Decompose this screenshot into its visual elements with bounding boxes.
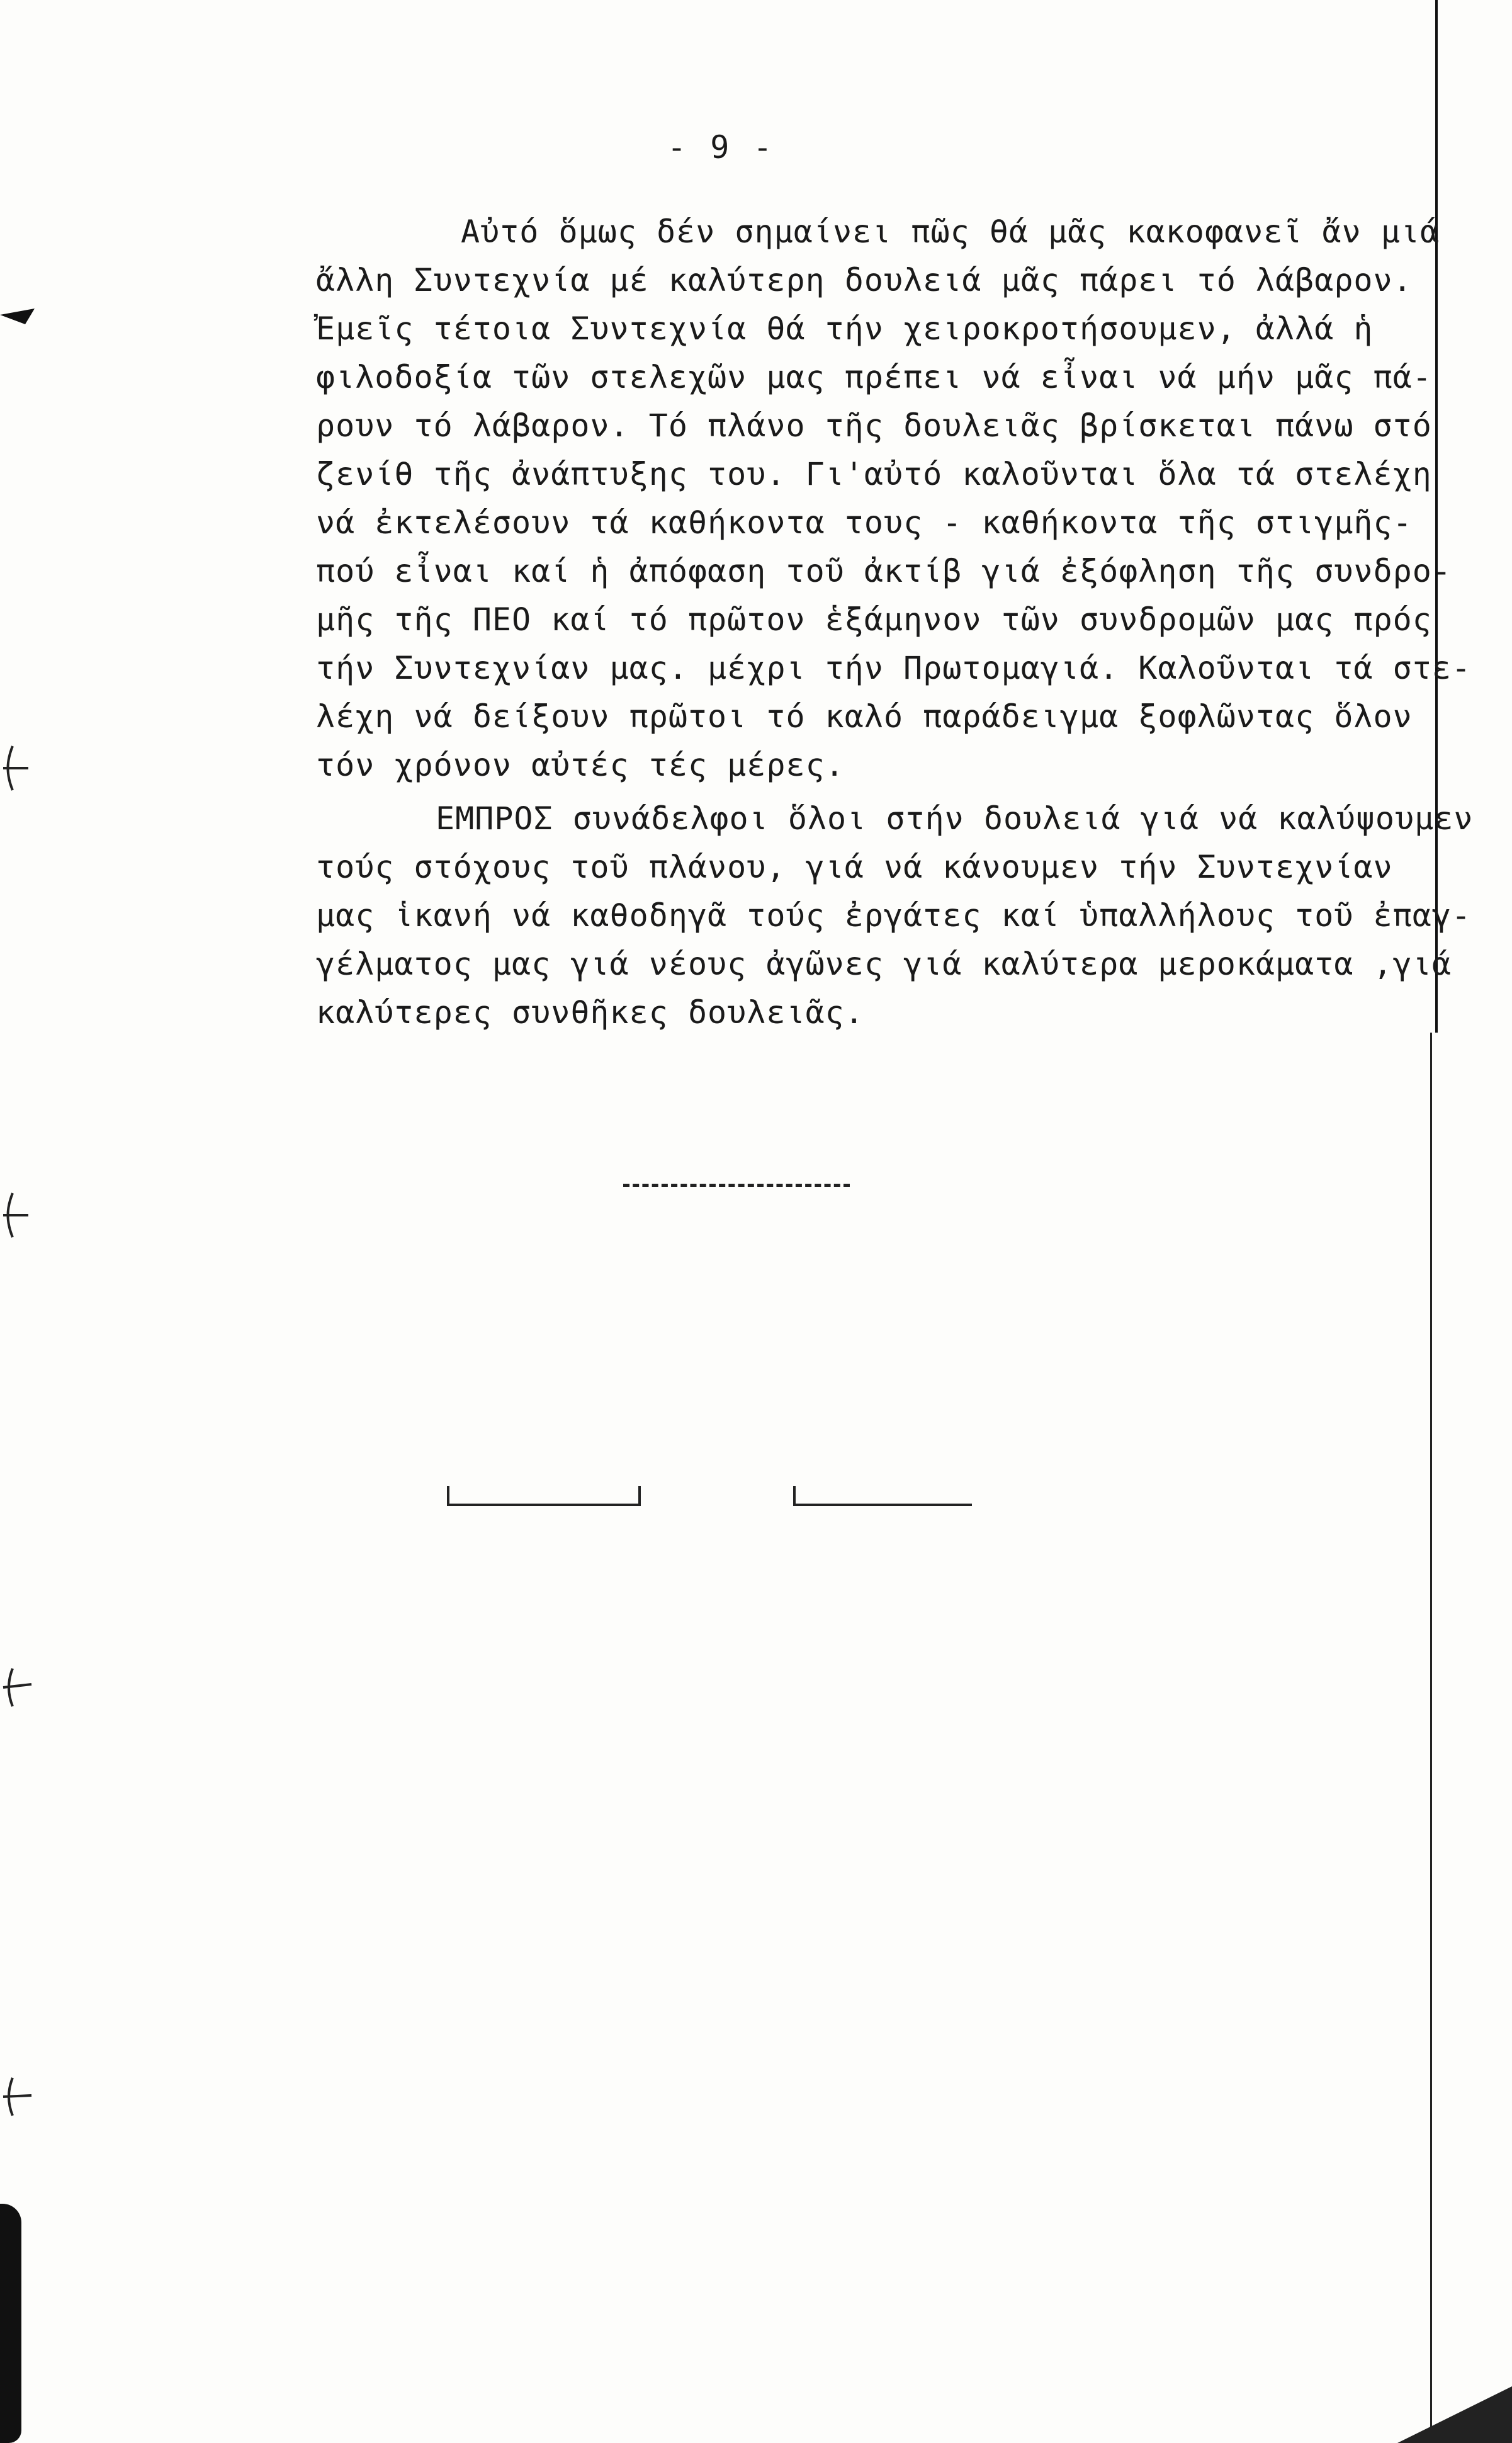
- text-line: μῆς τῆς ΠΕΟ καί τό πρῶτον ἑξάμηνον τῶν συνδρομῶν μας πρός: [316, 601, 1432, 638]
- text-line: καλύτερες συνθῆκες δουλειᾶς.: [316, 994, 864, 1031]
- signature-bracket-right: [793, 1486, 972, 1506]
- text-line: μας ἱκανή νά καθοδηγᾶ τούς ἐργάτες καί ὑπαλλήλους τοῦ ἐπαγ-: [316, 897, 1472, 934]
- text-line: φιλοδοξία τῶν στελεχῶν μας πρέπει νά εἶναι νά μήν μᾶς πά-: [316, 359, 1432, 395]
- text-line: πού εἶναι καί ἡ ἀπόφαση τοῦ ἀκτίβ γιά ἐξόφληση τῆς συνδρο-: [316, 553, 1452, 589]
- binding-hole-mark: [0, 743, 38, 793]
- text-line: Ἐμεῖς τέτοια Συντεχνία θά τήν χειροκροτήσουμεν, ἀλλά ἡ: [316, 310, 1374, 347]
- section-separator: [623, 1184, 850, 1187]
- binding-hole-mark: [0, 296, 50, 334]
- text-line: ΕΜΠΡΟΣ συνάδελφοι ὅλοι στήν δουλειά γιά νά καλύψουμεν: [436, 800, 1474, 837]
- text-line: ρουν τό λάβαρον. Τό πλάνο τῆς δουλειᾶς βρίσκεται πάνω στό: [316, 407, 1432, 444]
- text-line: ἄλλη Συντεχνία μέ καλύτερη δουλειά μᾶς πάρει τό λάβαρον.: [316, 262, 1413, 298]
- binding-hole-mark: [0, 1662, 38, 1713]
- text-line: τούς στόχους τοῦ πλάνου, γιά νά κάνουμεν τήν Συντεχνίαν: [316, 849, 1393, 885]
- scan-edge-shadow: [0, 2204, 21, 2443]
- text-line: Αὐτό ὅμως δέν σημαίνει πῶς θά μᾶς κακοφανεῖ ἄν μιά: [461, 213, 1440, 250]
- text-line: γέλματος μας γιά νέους ἀγῶνες γιά καλύτερα μεροκάματα ,γιά: [316, 946, 1452, 982]
- paragraph-2: [316, 795, 1474, 1037]
- text-line: τόν χρόνον αὐτές τές μέρες.: [316, 747, 845, 783]
- text-line: ζενίθ τῆς ἀνάπτυξης του. Γι'αὐτό καλοῦνται ὅλα τά στελέχη: [316, 456, 1432, 492]
- binding-hole-mark: [0, 2072, 38, 2122]
- scan-border-line-lower: [1430, 1033, 1432, 2443]
- paragraph-1: [316, 208, 1472, 790]
- binding-hole-mark: [0, 1190, 38, 1240]
- scan-corner-shadow: [1397, 2386, 1512, 2443]
- signature-bracket-left: [447, 1486, 641, 1506]
- text-line: τήν Συντεχνίαν μας. μέχρι τήν Πρωτομαγιά. Καλοῦνται τά στε-: [316, 650, 1472, 686]
- text-line: νά ἐκτελέσουν τά καθήκοντα τους - καθήκοντα τῆς στιγμῆς-: [316, 504, 1413, 541]
- page-number: - 9 -: [667, 129, 775, 166]
- text-line: λέχη νά δείξουν πρῶτοι τό καλό παράδειγμα ξοφλῶντας ὅλον: [316, 698, 1413, 735]
